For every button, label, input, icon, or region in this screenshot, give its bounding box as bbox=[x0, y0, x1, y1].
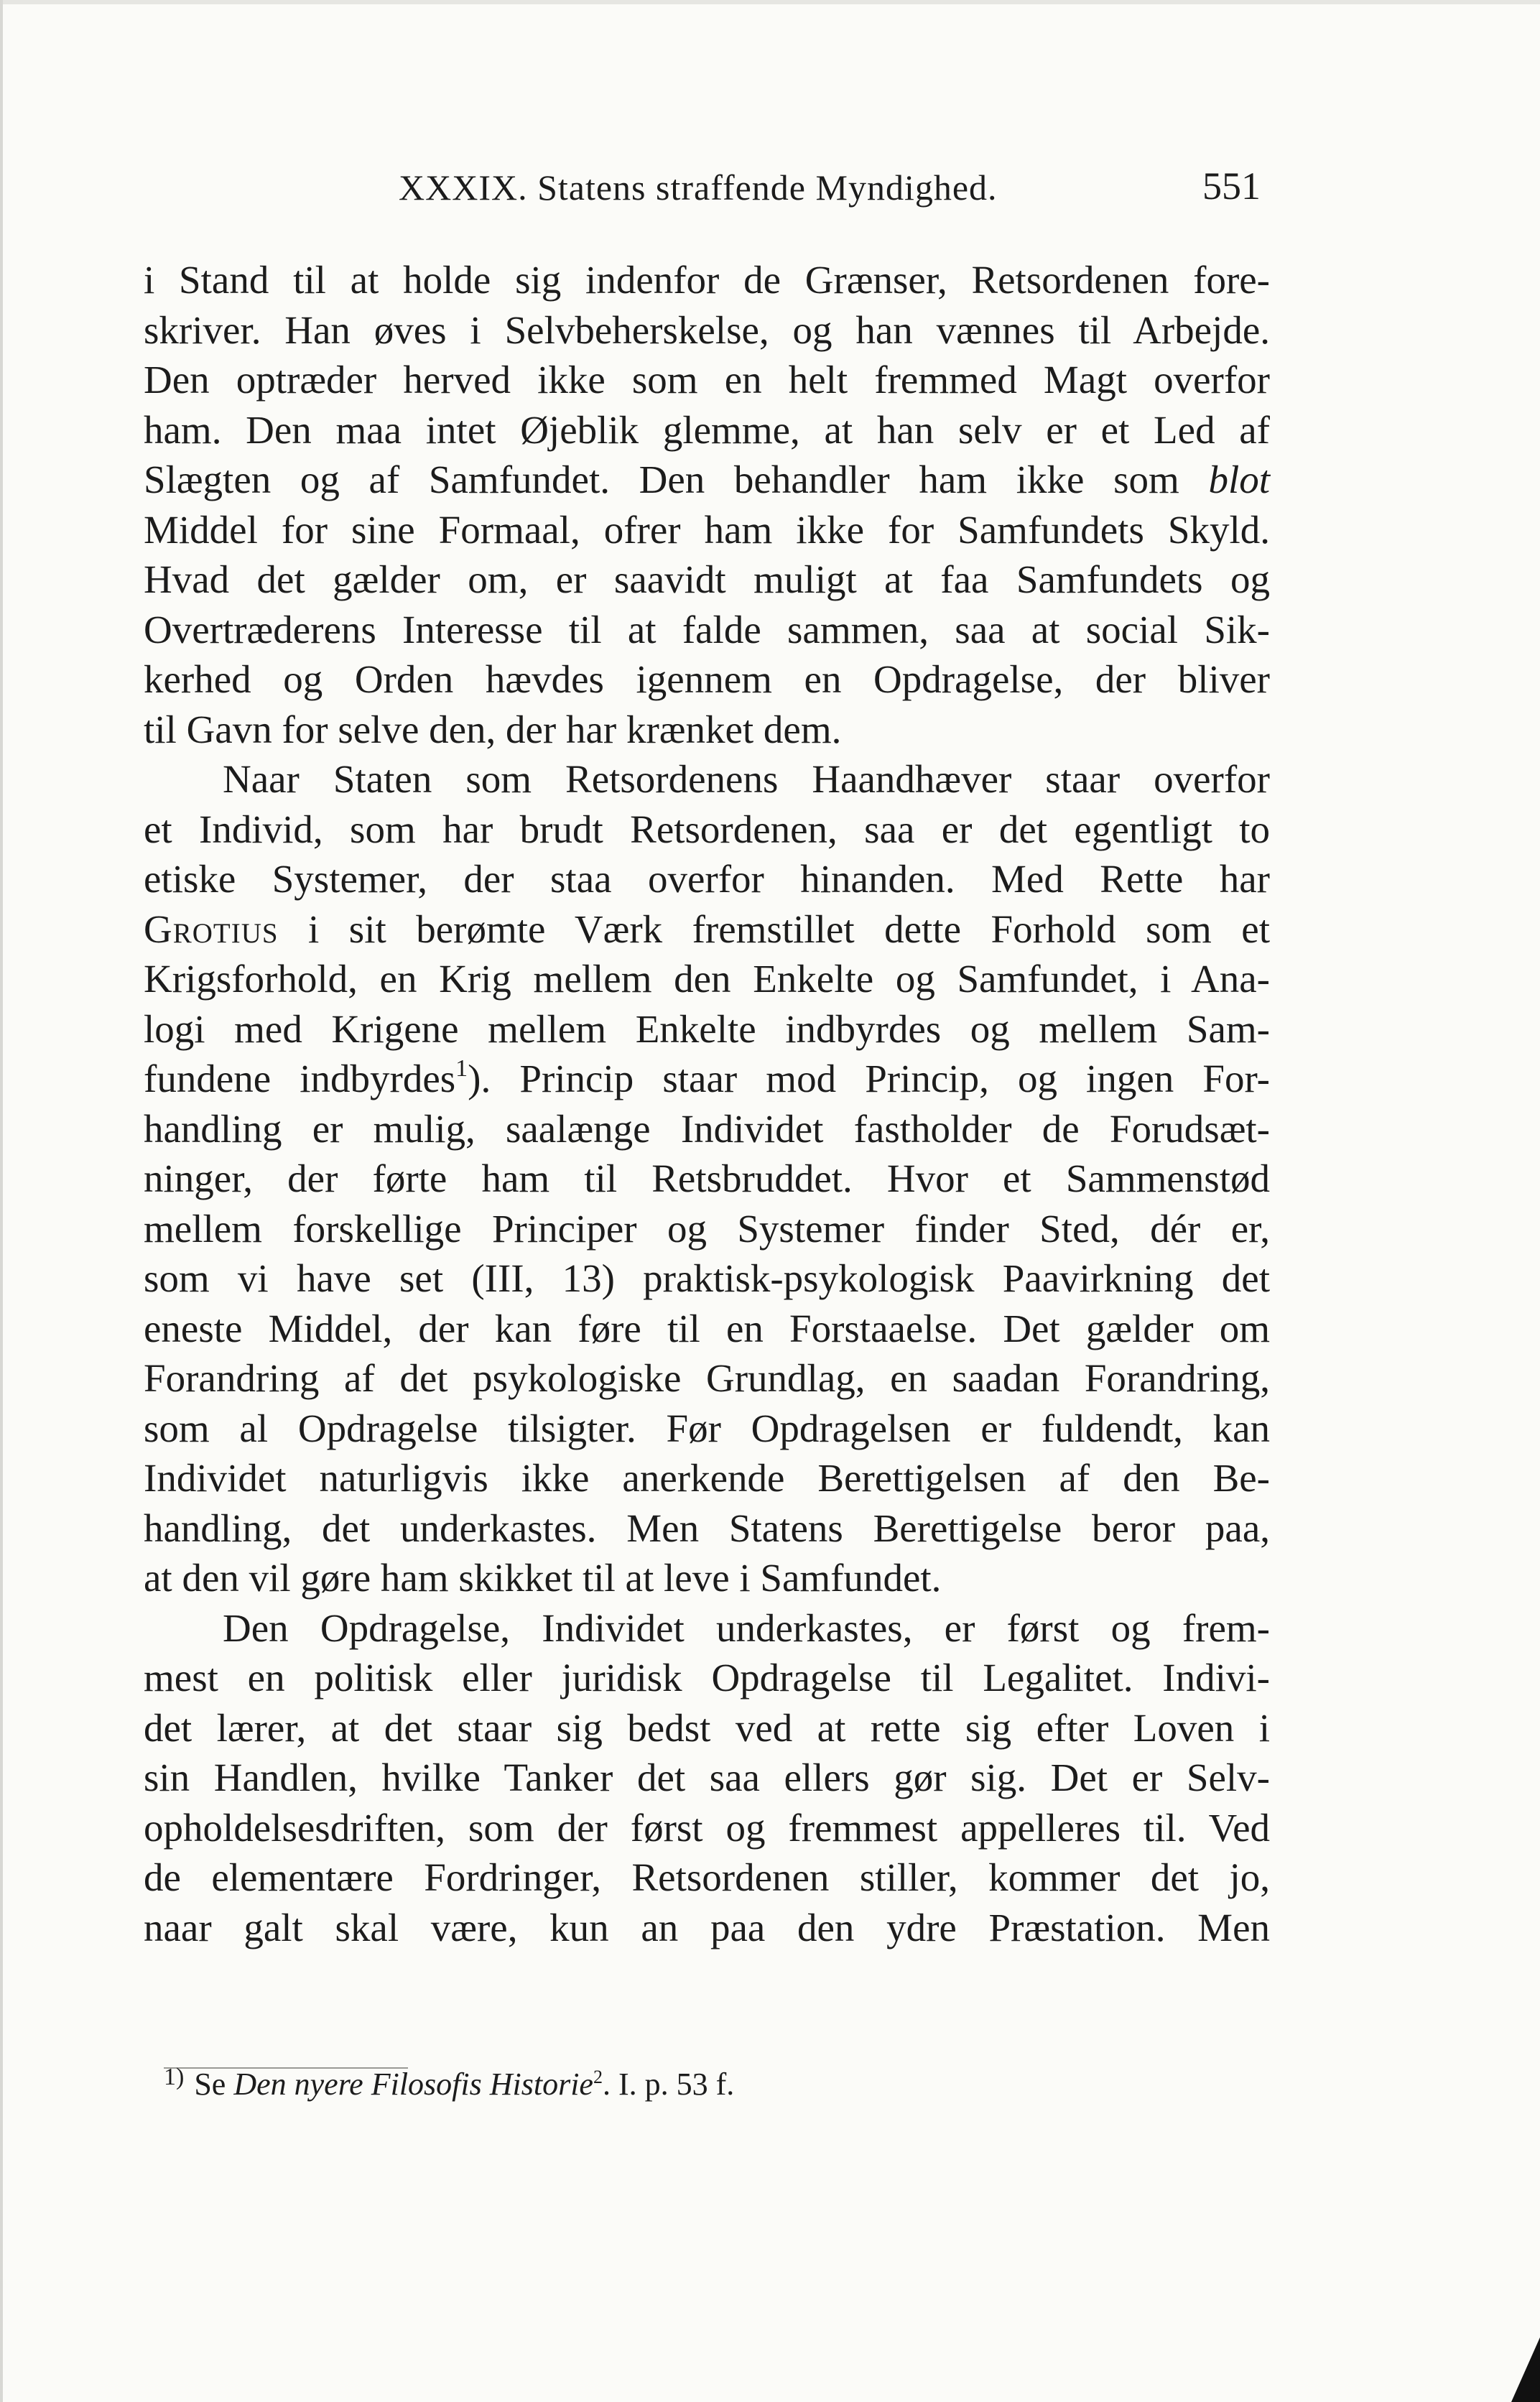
text-line: Krigsforhold, en Krig mellem den Enkelte og Samfundet, i Ana- bbox=[144, 957, 1270, 1001]
body-text bbox=[144, 255, 1270, 1952]
italic-word: blot bbox=[1208, 458, 1270, 501]
text-line: Den Opdragelse, Individet underkastes, er først og frem- bbox=[223, 1605, 1270, 1650]
running-head: XXXIX. Statens straffende Myndighed. bbox=[399, 167, 998, 208]
text-line: at den vil gøre ham skikket til at leve i Samfundet. bbox=[144, 1556, 942, 1600]
text-line: de elementære Fordringer, Retsordenen stiller, kommer det jo, bbox=[144, 1855, 1270, 1899]
text-line: naar galt skal være, kun an paa den ydre Præstation. Men bbox=[144, 1905, 1270, 1949]
text-line: mellem forskellige Principer og Systemer finder Sted, dér er, bbox=[144, 1206, 1270, 1251]
text-line: Naar Staten som Retsordenens Haandhæver staar overfor bbox=[223, 757, 1270, 801]
scan-edge-left bbox=[0, 0, 3, 2402]
text-line: ninger, der førte ham til Retsbruddet. Hvor et Sammenstød bbox=[144, 1156, 1270, 1200]
text-line: Hvad det gælder om, er saavidt muligt at faa Samfundets og bbox=[144, 557, 1270, 601]
text-line: eneste Middel, der kan føre til en Forstaaelse. Det gælder om bbox=[144, 1306, 1270, 1350]
text-line: logi med Krigene mellem Enkelte indbyrdes og mellem Sam- bbox=[144, 1006, 1270, 1051]
text-line: til Gavn for selve den, der har krænket dem. bbox=[144, 707, 842, 751]
text-line: skriver. Han øves i Selvbeherskelse, og han vænnes til Arbejde. bbox=[144, 307, 1270, 352]
footnote-mark: 1) bbox=[164, 2064, 185, 2090]
author-name: Grotius bbox=[144, 906, 279, 951]
footnote-edition: 2 bbox=[593, 2067, 603, 2087]
text-line: som vi have set (III, 13) praktisk-psykologisk Paavirkning det bbox=[144, 1256, 1270, 1300]
footnote-prefix: Se bbox=[194, 2067, 226, 2102]
page-header bbox=[144, 159, 1264, 210]
text-line: sin Handlen, hvilke Tanker det saa ellers gør sig. Det er Selv- bbox=[144, 1756, 1270, 1799]
text-line bbox=[144, 904, 1270, 955]
text-line: Individet naturligvis ikke anerkende Berettigelsen af den Be- bbox=[144, 1456, 1270, 1500]
text-line: ham. Den maa intet Øjeblik glemme, at han selv er et Led af bbox=[144, 407, 1270, 452]
text-line: handling, det underkastes. Men Statens Berettigelse beror paa, bbox=[144, 1506, 1270, 1550]
text-line: det lærer, at det staar sig bedst ved at rette sig efter Loven i bbox=[144, 1705, 1270, 1750]
text-line: Den optræder herved ikke som en helt fremmed Magt overfor bbox=[144, 358, 1270, 402]
text-line: etiske Systemer, der staa overfor hinanden. Med Rette har bbox=[144, 857, 1270, 901]
footnote-reference[interactable]: 1 bbox=[455, 1055, 468, 1082]
text-segment: Slægten og af Samfundet. Den behandler ham ikke som bbox=[144, 458, 1179, 501]
text-line: Overtræderens Interesse til at falde sammen, saa at social Sik- bbox=[144, 607, 1270, 651]
footnote bbox=[164, 2056, 1169, 2106]
scan-corner bbox=[1511, 2337, 1540, 2402]
footnote-suffix: . I. p. 53 f. bbox=[602, 2067, 735, 2102]
text-line: handling er mulig, saalænge Individet fastholder de Forudsæt- bbox=[144, 1106, 1270, 1151]
text-segment: i sit berømte Værk fremstillet dette Forhold som et bbox=[278, 906, 1270, 951]
text-line: opholdelsesdriften, som der først og fremmest appelleres til. Ved bbox=[144, 1805, 1270, 1850]
text-line: Forandring af det psykologiske Grundlag, en saadan Forandring, bbox=[144, 1356, 1270, 1400]
text-line: mest en politisk eller juridisk Opdragelse til Legalitet. Indivi- bbox=[144, 1656, 1270, 1700]
page-number: 551 bbox=[1202, 164, 1261, 208]
text-segment: fundene indbyrdes bbox=[144, 1057, 456, 1100]
text-line: som al Opdragelse tilsigter. Før Opdragelsen er fuldendt, kan bbox=[144, 1406, 1270, 1450]
text-line: kerhed og Orden hævdes igennem en Opdragelse, der bliver bbox=[144, 657, 1270, 701]
text-segment: ). Princip staar mod Princip, og ingen For- bbox=[468, 1057, 1270, 1100]
footnote-title: Den nyere Filosofis Historie bbox=[233, 2067, 593, 2102]
scan-edge-top bbox=[0, 0, 1540, 4]
text-line: Middel for sine Formaal, ofrer ham ikke for Samfundets Skyld. bbox=[144, 507, 1270, 552]
text-line bbox=[144, 455, 1270, 505]
text-line: et Individ, som har brudt Retsordenen, saa er det egentligt to bbox=[144, 807, 1270, 851]
text-line: i Stand til at holde sig indenfor de Grænser, Retsordenen fore- bbox=[144, 258, 1270, 302]
text-line bbox=[144, 1054, 1270, 1104]
